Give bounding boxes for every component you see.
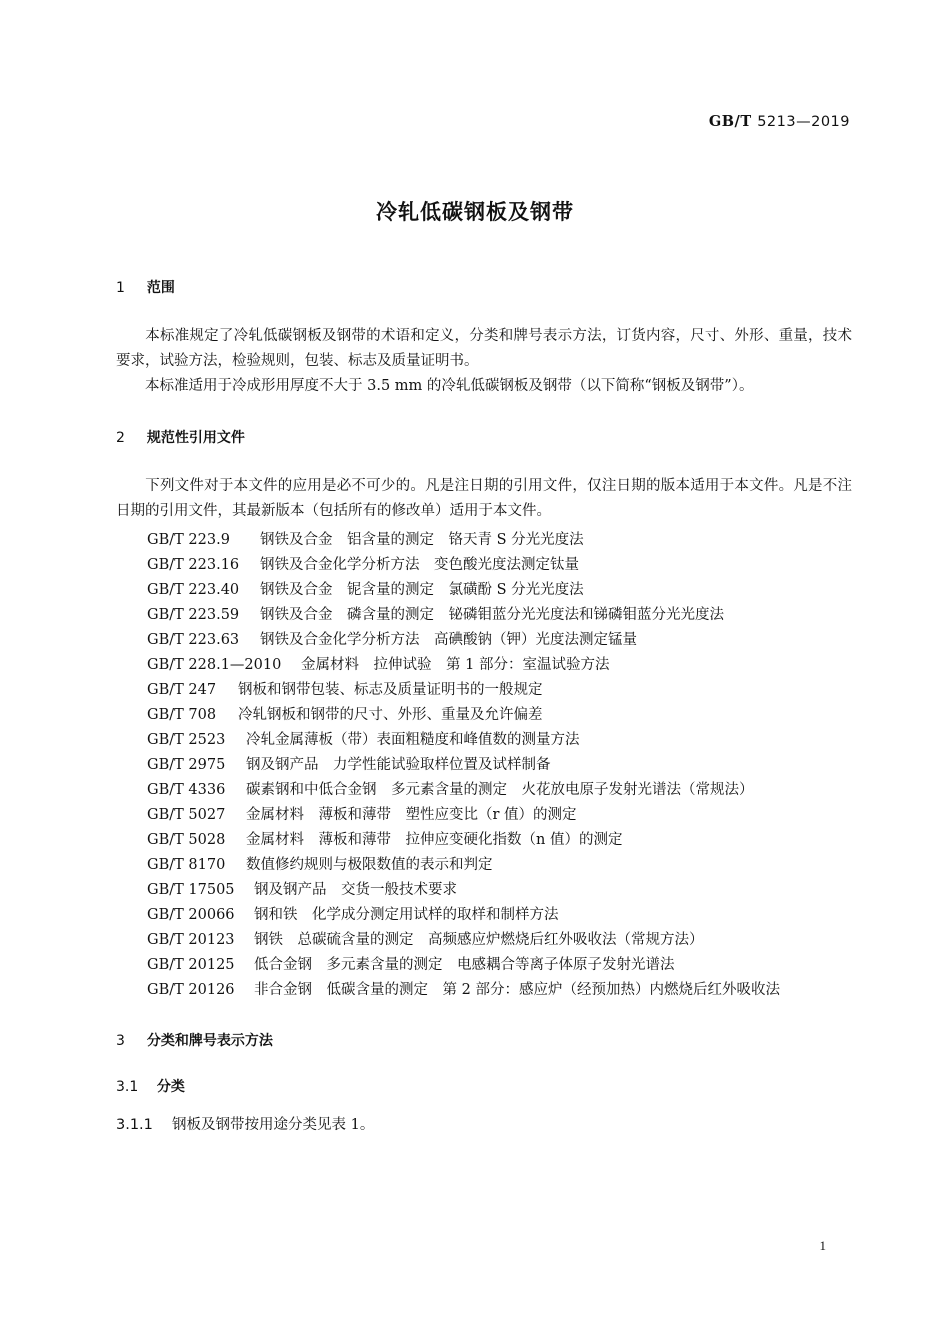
reference-title: 低合金钢 多元素含量的测定 电感耦合等离子体原子发射光谱法	[254, 957, 675, 973]
reference-code: GB/T 20123	[147, 932, 235, 948]
reference-title: 钢铁及合金化学分析方法 高碘酸钠（钾）光度法测定锰量	[260, 632, 637, 648]
reference-code: GB/T 4336	[147, 782, 226, 798]
paragraph-text: 本标准适用于冷成形用厚度不大于 3.5 mm 的冷轧低碳钢板及钢带（以下简称“钢板及钢带”）。	[145, 378, 754, 394]
section-title: 规范性引用文件	[146, 430, 245, 446]
reference-title: 钢及钢产品 力学性能试验取样位置及试样制备	[246, 757, 551, 773]
section-1-heading	[116, 277, 175, 297]
reference-item	[147, 778, 754, 799]
reference-title: 钢铁 总碳硫含量的测定 高频感应炉燃烧后红外吸收法（常规方法）	[254, 932, 704, 948]
reference-code: GB/T 223.59	[147, 607, 240, 623]
standard-number	[709, 113, 850, 130]
section-number: 1	[116, 280, 125, 296]
reference-code: GB/T 5028	[147, 832, 226, 848]
reference-item	[147, 678, 543, 699]
reference-code: GB/T 8170	[147, 857, 226, 873]
document-title: 冷轧低碳钢板及钢带	[376, 200, 574, 224]
section-number: 2	[116, 430, 125, 446]
section-number: 3	[116, 1033, 125, 1049]
reference-title: 钢板和钢带包装、标志及质量证明书的一般规定	[238, 682, 543, 698]
reference-code: GB/T 20066	[147, 907, 235, 923]
subsection-title: 分类	[156, 1079, 185, 1095]
reference-title: 金属材料 薄板和薄带 拉伸应变硬化指数（n 值）的测定	[246, 832, 623, 848]
reference-title: 钢和铁 化学成分测定用试样的取样和制样方法	[254, 907, 559, 923]
reference-item	[147, 653, 609, 674]
reference-code: GB/T 17505	[147, 882, 235, 898]
reference-title: 钢及钢产品 交货一般技术要求	[254, 882, 457, 898]
reference-code: GB/T 223.40	[147, 582, 240, 598]
standard-prefix: GB/T	[708, 113, 752, 130]
section-2-heading	[116, 427, 245, 447]
scope-paragraph-2	[116, 374, 852, 399]
reference-item	[147, 578, 584, 599]
subsection-number: 3.1	[116, 1079, 139, 1095]
reference-code: GB/T 223.9	[147, 532, 230, 548]
reference-item	[147, 728, 580, 749]
reference-title: 碳素钢和中低合金钢 多元素含量的测定 火花放电原子发射光谱法（常规法）	[246, 782, 754, 798]
reference-item	[147, 878, 457, 899]
section-3-heading	[116, 1030, 273, 1050]
paragraph-text: 下列文件对于本文件的应用是必不可少的。凡是注日期的引用文件，仅注日期的版本适用于本文件。凡是不注日期的引用文件，其最新版本（包括所有的修改单）适用于本文件。	[116, 478, 852, 519]
references-paragraph	[116, 474, 852, 524]
reference-item	[147, 953, 675, 974]
reference-title: 钢铁及合金化学分析方法 变色酸光度法测定钛量	[260, 557, 579, 573]
reference-title: 非合金钢 低碳含量的测定 第 2 部分：感应炉（经预加热）内燃烧后红外吸收法	[254, 982, 780, 998]
reference-item	[147, 753, 551, 774]
reference-code: GB/T 708	[147, 707, 217, 723]
reference-title: 冷轧金属薄板（带）表面粗糙度和峰值数的测量方法	[246, 732, 580, 748]
reference-title: 钢铁及合金 铝含量的测定 铬天青 S 分光光度法	[260, 532, 584, 548]
reference-title: 数值修约规则与极限数值的表示和判定	[246, 857, 493, 873]
clause-3-1-1	[116, 1113, 374, 1134]
reference-item	[147, 803, 577, 824]
reference-code: GB/T 247	[147, 682, 217, 698]
reference-code: GB/T 20126	[147, 982, 235, 998]
reference-item	[147, 978, 780, 999]
reference-item	[147, 703, 543, 724]
reference-title: 金属材料 拉伸试验 第 1 部分：室温试验方法	[301, 657, 610, 673]
clause-number: 3.1.1	[116, 1117, 153, 1133]
reference-item	[147, 928, 704, 949]
section-title: 分类和牌号表示方法	[146, 1033, 273, 1049]
reference-code: GB/T 2523	[147, 732, 226, 748]
reference-item	[147, 903, 559, 924]
page-number: 1	[819, 1238, 826, 1253]
clause-text: 钢板及钢带按用途分类见表 1。	[172, 1117, 375, 1133]
reference-item	[147, 528, 584, 549]
standard-code: 5213—2019	[757, 114, 850, 130]
reference-code: GB/T 223.63	[147, 632, 240, 648]
section-title: 范围	[146, 280, 175, 296]
reference-item	[147, 853, 493, 874]
scope-paragraph-1	[116, 324, 852, 374]
reference-item	[147, 628, 637, 649]
reference-code: GB/T 5027	[147, 807, 226, 823]
reference-item	[147, 828, 622, 849]
reference-code: GB/T 20125	[147, 957, 235, 973]
reference-title: 钢铁及合金 铌含量的测定 氯磺酚 S 分光光度法	[260, 582, 584, 598]
reference-code: GB/T 2975	[147, 757, 226, 773]
reference-title: 冷轧钢板和钢带的尺寸、外形、重量及允许偏差	[238, 707, 543, 723]
reference-code: GB/T 228.1—2010	[147, 657, 282, 673]
subsection-3-1-heading	[116, 1076, 185, 1096]
reference-code: GB/T 223.16	[147, 557, 240, 573]
paragraph-text: 本标准规定了冷轧低碳钢板及钢带的术语和定义，分类和牌号表示方法，订货内容，尺寸、外形、重量，技术要求，试验方法，检验规则，包装、标志及质量证明书。	[116, 328, 852, 369]
reference-title: 金属材料 薄板和薄带 塑性应变比（r 值）的测定	[246, 807, 577, 823]
reference-item	[147, 553, 579, 574]
reference-title: 钢铁及合金 磷含量的测定 铋磷钼蓝分光光度法和锑磷钼蓝分光光度法	[260, 607, 724, 623]
reference-item	[147, 603, 724, 624]
